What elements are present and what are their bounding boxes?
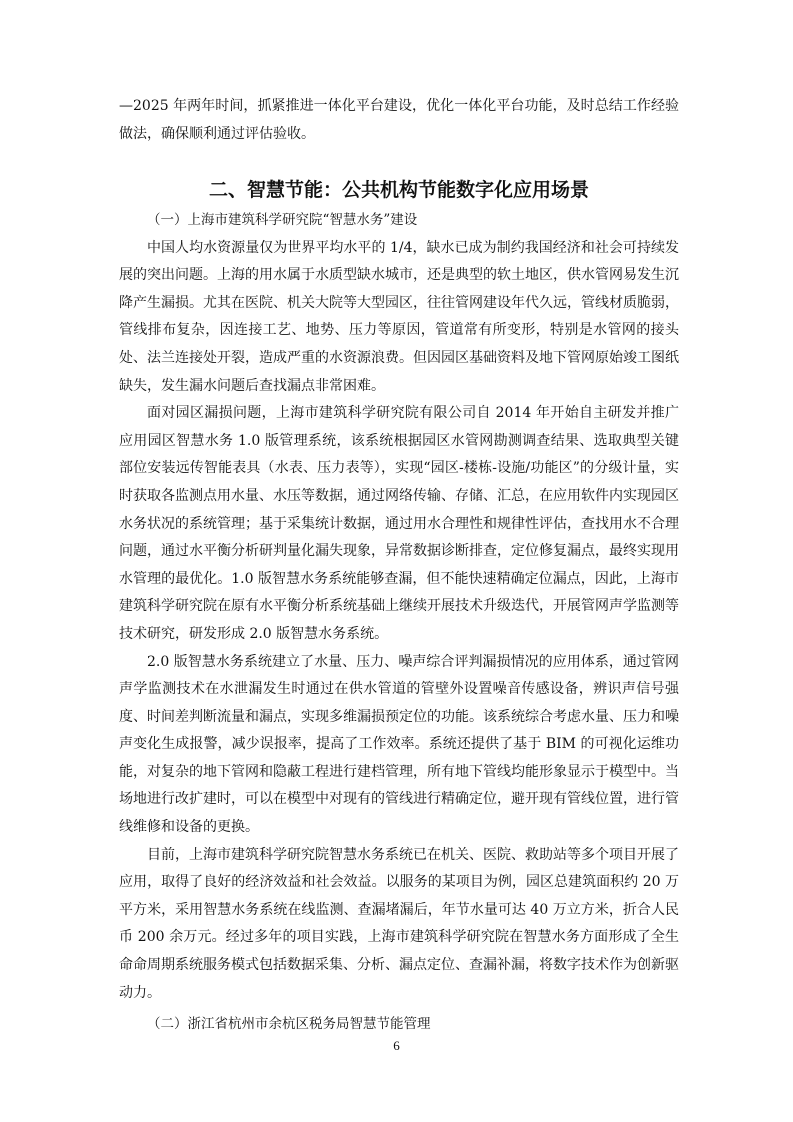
page-number: 6 <box>393 1038 400 1053</box>
body-paragraph-3: 2.0 版智慧水务系统建立了水量、压力、噪声综合评判漏损情况的应用体系，通过管网声学监测技术在水泄漏发生时通过在供水管道的管壁外设置噪音传感设备，辨识声信号强度、时间差判断流量和漏点，实现多维漏损预定位的功能。该系统综合考虑水量、压力和噪声变化生成报警，减少误报率，提高了工作效率。系统还提供了基于 BIM 的可视化运维功能，对复杂的地下管网和隐蔽工程进行建档管理，所有地下管线均能形象显示于模型中。当场地进行改扩建时，可以在模型中对现有的管线进行精确定位，避开现有管线位置，进行管线维修和设备的更换。 <box>119 653 679 836</box>
subsection-1-title: （一）上海市建筑科学研究院“智慧水务”建设 <box>147 212 418 228</box>
body-paragraph-2: 面对园区漏损问题，上海市建筑科学研究院有限公司自 2014 年开始自主研发并推广应用园区智慧水务 1.0 版管理系统，该系统根据园区水管网勘测调查结果、选取典型关键部位安装远传智能表具（水表、压力表等），实现“园区-楼栋-设施/功能区”的分级计量，实时获取各监测点用水量、水压等数据，通过网络传输、存储、汇总，在应用软件内实现园区水务状况的系统管理；基于采集统计数据，通过用水合理性和规律性评估，查找用水不合理问题，通过水平衡分析研判量化漏失现象，异常数据诊断排查，定位修复漏点，最终实现用水管理的最优化。1.0 版智慧水务系统能够查漏，但不能快速精确定位漏点，因此，上海市建筑科学研究院在原有水平衡分析系统基础上继续开展技术升级迭代，开展管网声学监测等技术研究，研发形成 2.0 版智慧水务系统。 <box>119 405 679 642</box>
body-paragraph-4: 目前，上海市建筑科学研究院智慧水务系统已在机关、医院、救助站等多个项目开展了应用，取得了良好的经济效益和社会效益。以服务的某项目为例，园区总建筑面积约 20 万平方米，采用智慧水务系统在线监测、查漏堵漏后，年节水量可达 40 万立方米，折合人民币 200 余万元。经过多年的项目实践，上海市建筑科学研究院在智慧水务方面形成了全生命命周期系统服务模式包括数据采集、分析、漏点定位、查漏补漏，将数字技术作为创新驱动力。 <box>119 846 679 1001</box>
intro-block <box>119 93 679 148</box>
body-block <box>119 207 679 1039</box>
section-title: 二、智慧节能：公共机构节能数字化应用场景 <box>208 179 589 201</box>
subsection-2-title: （二）浙江省杭州市余杭区税务局智慧节能管理 <box>147 1016 431 1033</box>
body-paragraph-1: 中国人均水资源量仅为世界平均水平的 1/4，缺水已成为制约我国经济和社会可持续发展的突出问题。上海的用水属于水质型缺水城市，还是典型的软土地区，供水管网易发生沉降产生漏损。尤其在医院、机关大院等大型园区，往往管网建设年代久远，管线材质脆弱，管线排布复杂，因连接工艺、地势、压力等原因，管道常有所变形，特别是水管网的接头处、法兰连接处开裂，造成严重的水资源浪费。但因园区基础资料及地下管网原始竣工图纸缺失，发生漏水问题后查找漏点非常困难。 <box>119 239 679 394</box>
intro-paragraph: —2025 年两年时间，抓紧推进一体化平台建设，优化一体化平台功能，及时总结工作经验做法，确保顺利通过评估验收。 <box>119 98 679 142</box>
